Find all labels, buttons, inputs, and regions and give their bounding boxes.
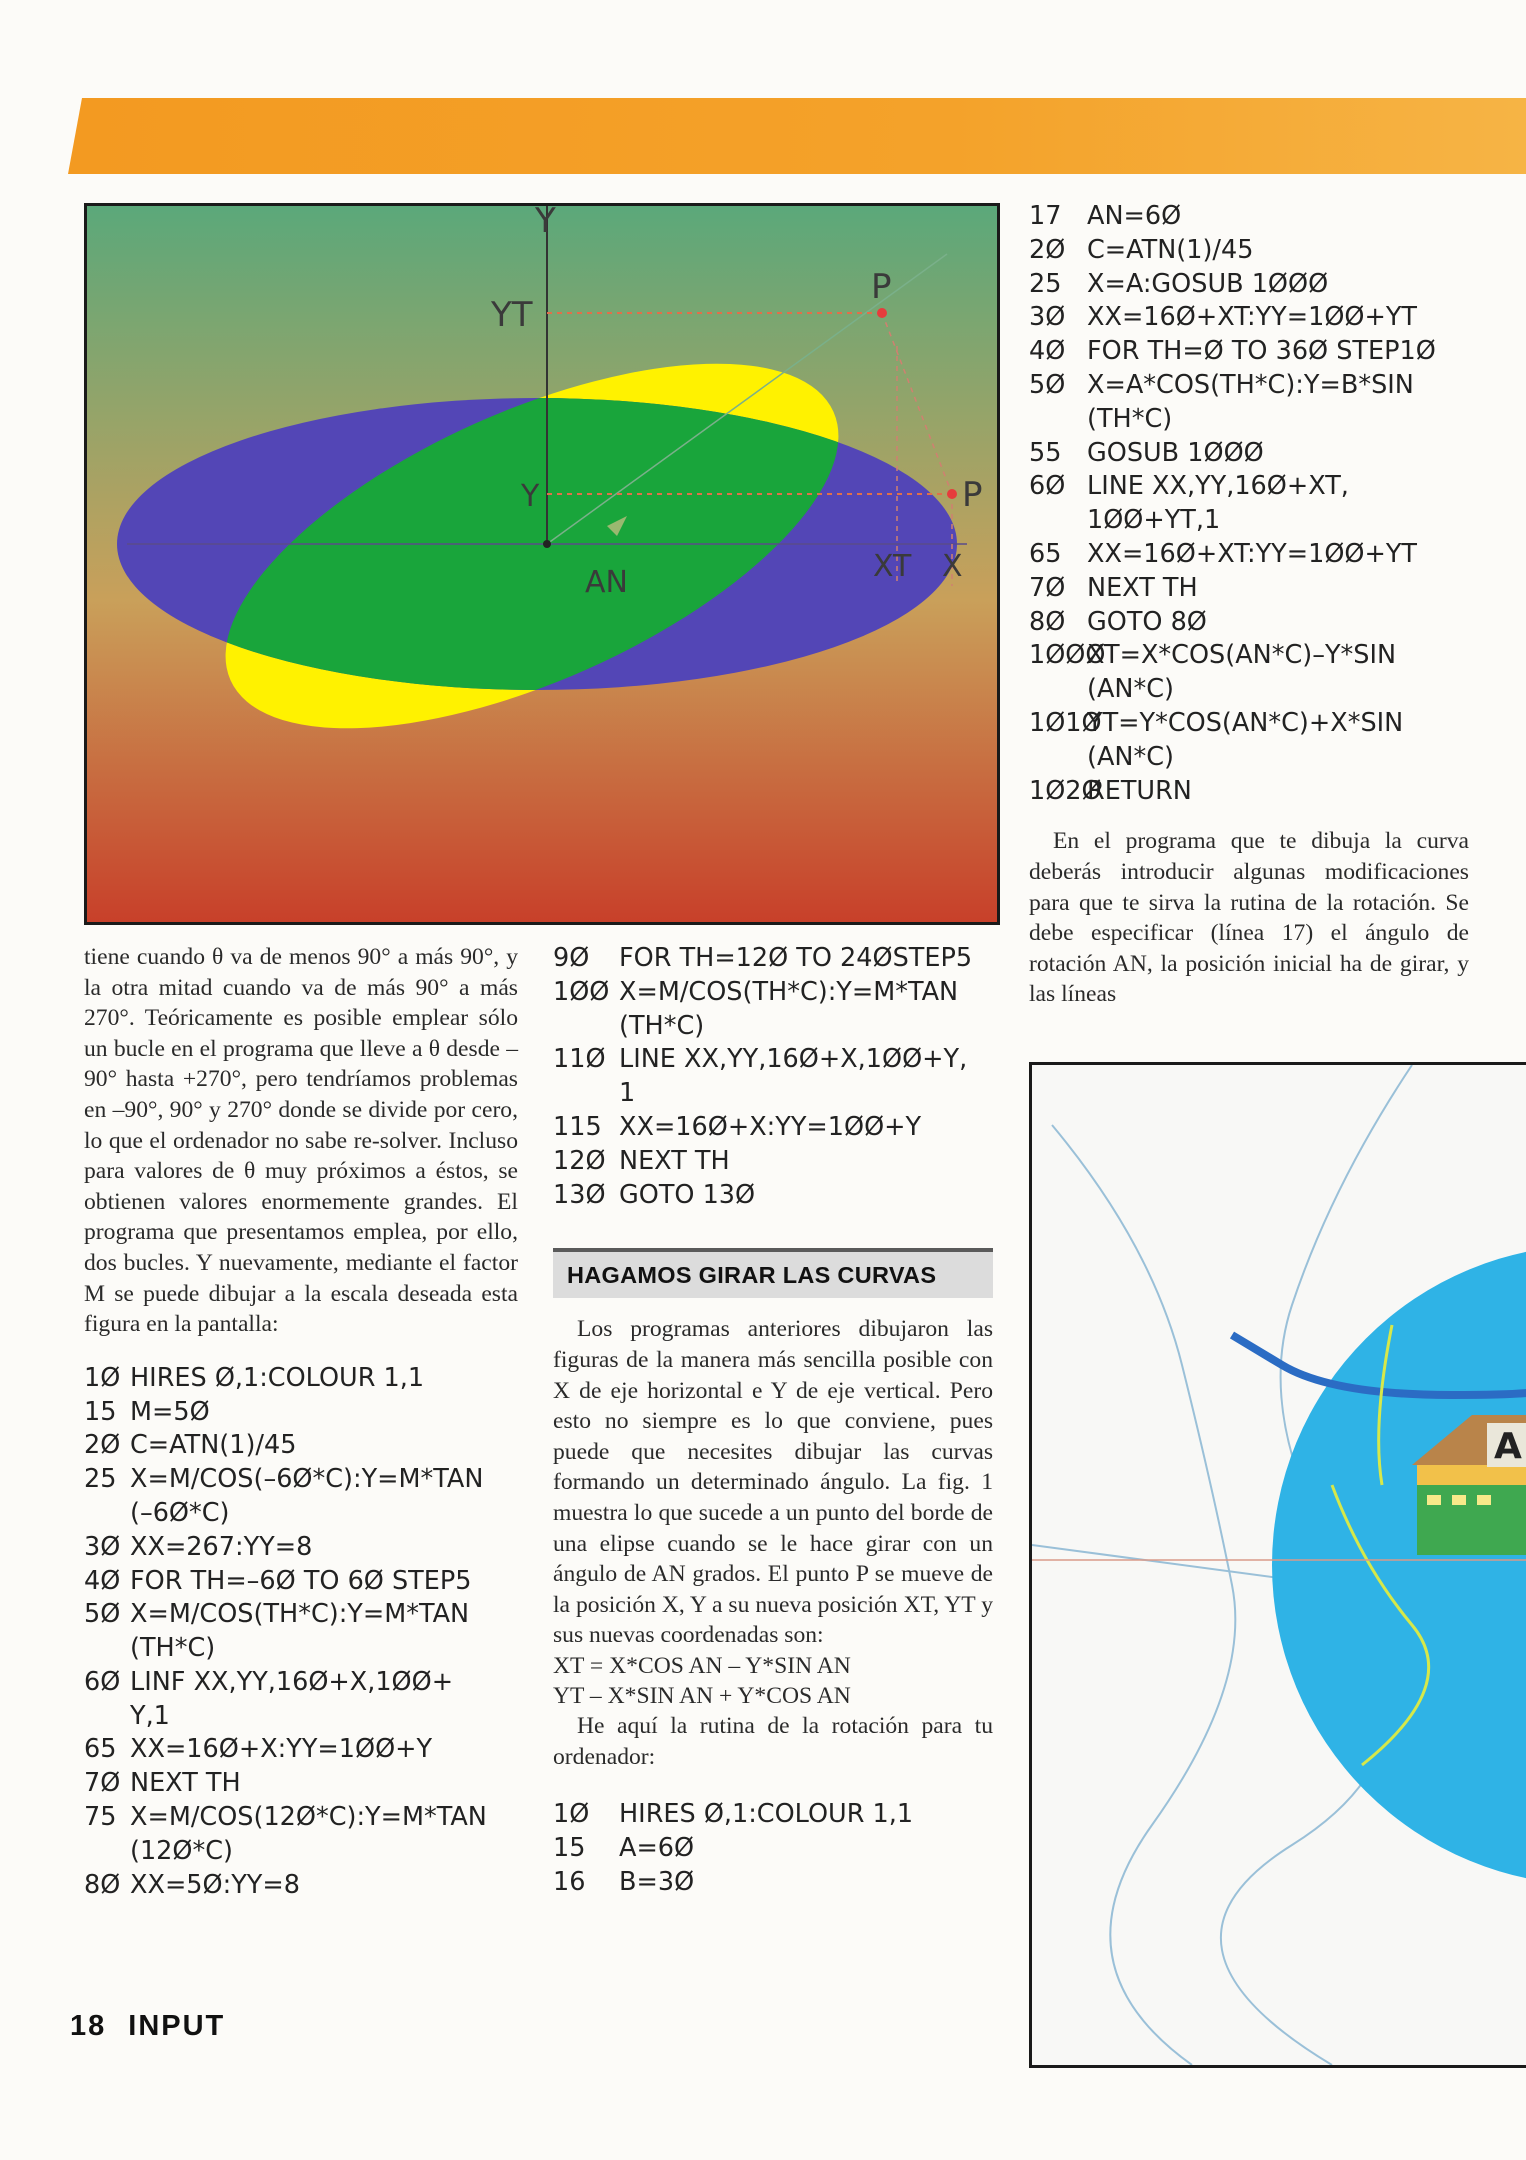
code-line: [84, 1463, 518, 1497]
line-number: 17: [1029, 201, 1062, 231]
code-line: [84, 1497, 518, 1531]
label-p-top: P: [871, 267, 892, 307]
label-an: AN: [585, 565, 628, 600]
code-text: M=5Ø: [130, 1396, 210, 1427]
code-line: [1029, 572, 1469, 606]
line-number: 75: [84, 1802, 117, 1833]
line-number: 12Ø: [553, 1145, 606, 1176]
code-line: [553, 1179, 993, 1213]
line-number: 8Ø: [84, 1869, 121, 1900]
line-number: [84, 1632, 130, 1666]
map-illustration: [1029, 1062, 1526, 2068]
code-line: [1029, 369, 1469, 403]
code-line: [553, 1043, 993, 1077]
label-yt: YT: [491, 295, 533, 335]
code-line: [553, 1866, 993, 1900]
label-x: X: [942, 549, 963, 584]
code-line: [1029, 639, 1469, 673]
code-text: LINE XX,YY,16Ø+X,1ØØ+Y,: [619, 1044, 968, 1075]
right-code-listing: [1029, 200, 1469, 808]
line-number: 1Ø: [553, 1799, 590, 1830]
point-p-original: [947, 489, 957, 499]
code-text: XX=5Ø:YY=8: [130, 1869, 300, 1900]
code-line: [84, 1598, 518, 1632]
line-number: [1029, 741, 1087, 775]
code-line: [1029, 200, 1469, 234]
code-text: GOSUB 1ØØØ: [1087, 437, 1264, 468]
section-heading: HAGAMOS GIRAR LAS CURVAS: [553, 1248, 993, 1298]
code-text: FOR TH=–6Ø TO 6Ø STEP5: [130, 1565, 472, 1596]
line-number: [84, 1497, 130, 1531]
code-text: XX=267:YY=8: [130, 1531, 313, 1562]
code-text: LINE XX,YY,16Ø+XT,: [1087, 471, 1349, 502]
code-text: (TH*C): [130, 1633, 216, 1664]
line-number: 65: [1029, 538, 1062, 569]
line-number: [553, 1010, 619, 1044]
code-text: (AN*C): [1087, 741, 1174, 772]
code-line: [1029, 538, 1469, 572]
code-line: [84, 1531, 518, 1565]
code-line: [1029, 606, 1469, 640]
origin-point: [543, 540, 551, 548]
code-line: [1029, 673, 1469, 707]
left-column: [84, 942, 518, 1902]
code-line: [1029, 437, 1469, 471]
code-text: Y,1: [130, 1700, 170, 1731]
code-line: [1029, 470, 1469, 504]
line-number: 4Ø: [84, 1565, 121, 1596]
line-number: 1Ø2Ø: [1029, 775, 1102, 806]
line-number: 11Ø: [553, 1044, 606, 1075]
line-number: 15: [553, 1832, 586, 1863]
code-text: X=M/COS(TH*C):Y=M*TAN: [130, 1599, 470, 1630]
ellipse-diagram: [87, 206, 997, 922]
page-number: 18: [70, 2010, 107, 2042]
code-text: XX=16Ø+XT:YY=1ØØ+YT: [1087, 538, 1417, 569]
line-number: 115: [553, 1111, 602, 1142]
line-number: 5Ø: [1029, 369, 1066, 400]
code-text: HIRES Ø,1:COLOUR 1,1: [619, 1799, 914, 1830]
code-line: [1029, 775, 1469, 809]
line-number: 1Ø: [84, 1362, 121, 1393]
code-text: A=6Ø: [619, 1832, 695, 1863]
code-line: [1029, 403, 1469, 437]
line-number: [84, 1835, 130, 1869]
header-color-bar: [82, 98, 1526, 174]
line-number: [1029, 673, 1087, 707]
line-number: [1029, 504, 1087, 538]
code-text: (–6Ø*C): [130, 1497, 230, 1528]
line-number: 55: [1029, 437, 1062, 468]
line-number: 1Ø1Ø: [1029, 707, 1102, 738]
point-p-rotated: [877, 308, 887, 318]
code-text: XT=X*COS(AN*C)–Y*SIN: [1087, 640, 1397, 671]
code-text: C=ATN(1)/45: [130, 1430, 297, 1461]
code-text: 1ØØ+YT,1: [1087, 505, 1221, 536]
formula-yt: YT – X*SIN AN + Y*COS AN: [553, 1682, 851, 1709]
line-number: 13Ø: [553, 1179, 606, 1210]
map-sign-letter: A: [1494, 1426, 1522, 1467]
code-text: X=M/COS(TH*C):Y=M*TAN: [619, 976, 959, 1007]
code-text: FOR TH=12Ø TO 24ØSTEP5: [619, 943, 973, 973]
code-line: [84, 1801, 518, 1835]
magazine-name: INPUT: [128, 2010, 226, 2042]
rotation-code-listing: [553, 1798, 993, 1899]
middle-paragraph: Los programas anteriores dibujaron las figuras de la manera más sencilla posible con X de eje horizontal e Y de eje vertical. Pero esto no siempre es lo que conviene, pues puede que necesites dibujar las curvas formando un determinado ángulo. La fig. 1 muestra lo que sucede a un punto del borde de una elipse cuando se le hace girar con un ángulo de AN grados. El punto P se mueve de la posición X, Y a su nueva posición XT, YT y sus nuevas coordenadas son:: [553, 1316, 993, 1649]
code-text: X=M/COS(12Ø*C):Y=M*TAN: [130, 1802, 487, 1833]
line-number: 15: [84, 1396, 117, 1427]
line-number: 8Ø: [1029, 606, 1066, 637]
line-number: [1029, 403, 1087, 437]
line-number: 7Ø: [84, 1768, 121, 1799]
line-number: 3Ø: [1029, 302, 1066, 333]
line-number: 16: [553, 1866, 586, 1897]
middle-column: [553, 942, 993, 1899]
code-text: AN=6Ø: [1087, 201, 1182, 231]
code-line: [1029, 335, 1469, 369]
code-text: (TH*C): [1087, 403, 1173, 434]
code-line: [84, 1869, 518, 1903]
line-number: 6Ø: [84, 1666, 121, 1697]
code-text: (TH*C): [619, 1010, 705, 1041]
code-line: [84, 1733, 518, 1767]
line-number: 5Ø: [84, 1599, 121, 1630]
code-text: (12Ø*C): [130, 1835, 233, 1866]
code-text: NEXT TH: [619, 1145, 730, 1176]
code-text: X=A*COS(TH*C):Y=B*SIN: [1087, 369, 1414, 400]
code-line: [84, 1700, 518, 1734]
code-text: XX=16Ø+X:YY=1ØØ+Y: [130, 1734, 433, 1765]
middle-code-listing: [553, 942, 993, 1212]
code-line: [1029, 268, 1469, 302]
code-line: [1029, 741, 1469, 775]
line-number: 25: [84, 1464, 117, 1495]
code-line: [553, 1077, 993, 1111]
code-line: [84, 1632, 518, 1666]
code-line: [553, 976, 993, 1010]
code-text: X=M/COS(–6Ø*C):Y=M*TAN: [130, 1464, 484, 1495]
label-y-axis: Y: [535, 206, 556, 241]
code-line: [1029, 234, 1469, 268]
line-number: 4Ø: [1029, 336, 1066, 367]
code-line: [84, 1429, 518, 1463]
code-line: [553, 1798, 993, 1832]
code-text: XX=16Ø+XT:YY=1ØØ+YT: [1087, 302, 1417, 333]
code-text: YT=Y*COS(AN*C)+X*SIN: [1087, 707, 1404, 738]
code-line: [553, 1010, 993, 1044]
code-line: [84, 1767, 518, 1801]
code-text: RETURN: [1087, 775, 1192, 806]
formula-xt: XT = X*COS AN – Y*SIN AN: [553, 1652, 851, 1679]
right-paragraph: En el programa que te dibuja la curva deberás introducir algunas modificaciones para que te sirva la rutina de la rotación. Se debe especificar (línea 17) el ángulo de rotación AN, la posición inicial ha de girar, y las líneas: [1029, 828, 1469, 1008]
rotation-figure: [84, 203, 1000, 925]
line-number: [84, 1700, 130, 1734]
line-number: 2Ø: [84, 1430, 121, 1461]
line-number: 65: [84, 1734, 117, 1765]
left-code-listing: [84, 1362, 518, 1903]
code-line: [553, 1111, 993, 1145]
code-line: [553, 942, 993, 976]
code-text: NEXT TH: [130, 1768, 241, 1799]
code-text: (AN*C): [1087, 674, 1174, 705]
line-number: 9Ø: [553, 943, 590, 973]
line-number: 7Ø: [1029, 572, 1066, 603]
line-number: 1ØØ: [553, 976, 610, 1007]
line-number: 1ØØØ: [1029, 640, 1106, 671]
line-number: 25: [1029, 268, 1062, 299]
code-text: LINF XX,YY,16Ø+X,1ØØ+: [130, 1666, 454, 1697]
code-text: NEXT TH: [1087, 572, 1198, 603]
right-column: [1029, 200, 1469, 1010]
code-text: HIRES Ø,1:COLOUR 1,1: [130, 1362, 425, 1393]
middle-paragraph-2: He aquí la rutina de la rotación para tu ordenador:: [553, 1712, 993, 1770]
code-line: [84, 1835, 518, 1869]
code-line: [553, 1832, 993, 1866]
code-line: [1029, 707, 1469, 741]
label-xt: XT: [873, 549, 912, 584]
code-text: FOR TH=Ø TO 36Ø STEP1Ø: [1087, 336, 1436, 367]
label-y-small: Y: [521, 479, 540, 514]
label-p-right: P: [962, 475, 983, 515]
code-text: XX=16Ø+X:YY=1ØØ+Y: [619, 1111, 922, 1142]
code-text: X=A:GOSUB 1ØØØ: [1087, 268, 1329, 299]
map-drawing: [1032, 1065, 1526, 2065]
page-footer: [70, 2010, 247, 2043]
code-line: [84, 1396, 518, 1430]
code-line: [1029, 301, 1469, 335]
line-number: 6Ø: [1029, 471, 1066, 502]
code-text: C=ATN(1)/45: [1087, 234, 1254, 265]
code-line: [84, 1666, 518, 1700]
code-text: GOTO 8Ø: [1087, 606, 1207, 637]
code-line: [84, 1565, 518, 1599]
code-text: B=3Ø: [619, 1866, 695, 1897]
code-text: GOTO 13Ø: [619, 1179, 756, 1210]
code-line: [553, 1145, 993, 1179]
code-text: 1: [619, 1078, 636, 1109]
line-number: [553, 1077, 619, 1111]
line-number: 2Ø: [1029, 234, 1066, 265]
left-paragraph: tiene cuando θ va de menos 90° a más 90°, y la otra mitad cuando va de más 90° a más 270°. Teóricamente es posible emplear sólo un bucle en el programa que lleve a θ desde –90° hasta +270°, pero tendríamos problemas en –90°, 90° y 270° donde se divide por cero, lo que el ordenador no sabe re-solver. Incluso para valores de θ muy próximos a éstos, se obtienen valores enormemente grandes. El programa que presentamos emplea, por ello, dos bucles. Y nuevamente, mediante el factor M se puede dibujar a la escala deseada esta figura en la pantalla:: [84, 944, 518, 1338]
line-number: 3Ø: [84, 1531, 121, 1562]
code-line: [1029, 504, 1469, 538]
code-line: [84, 1362, 518, 1396]
